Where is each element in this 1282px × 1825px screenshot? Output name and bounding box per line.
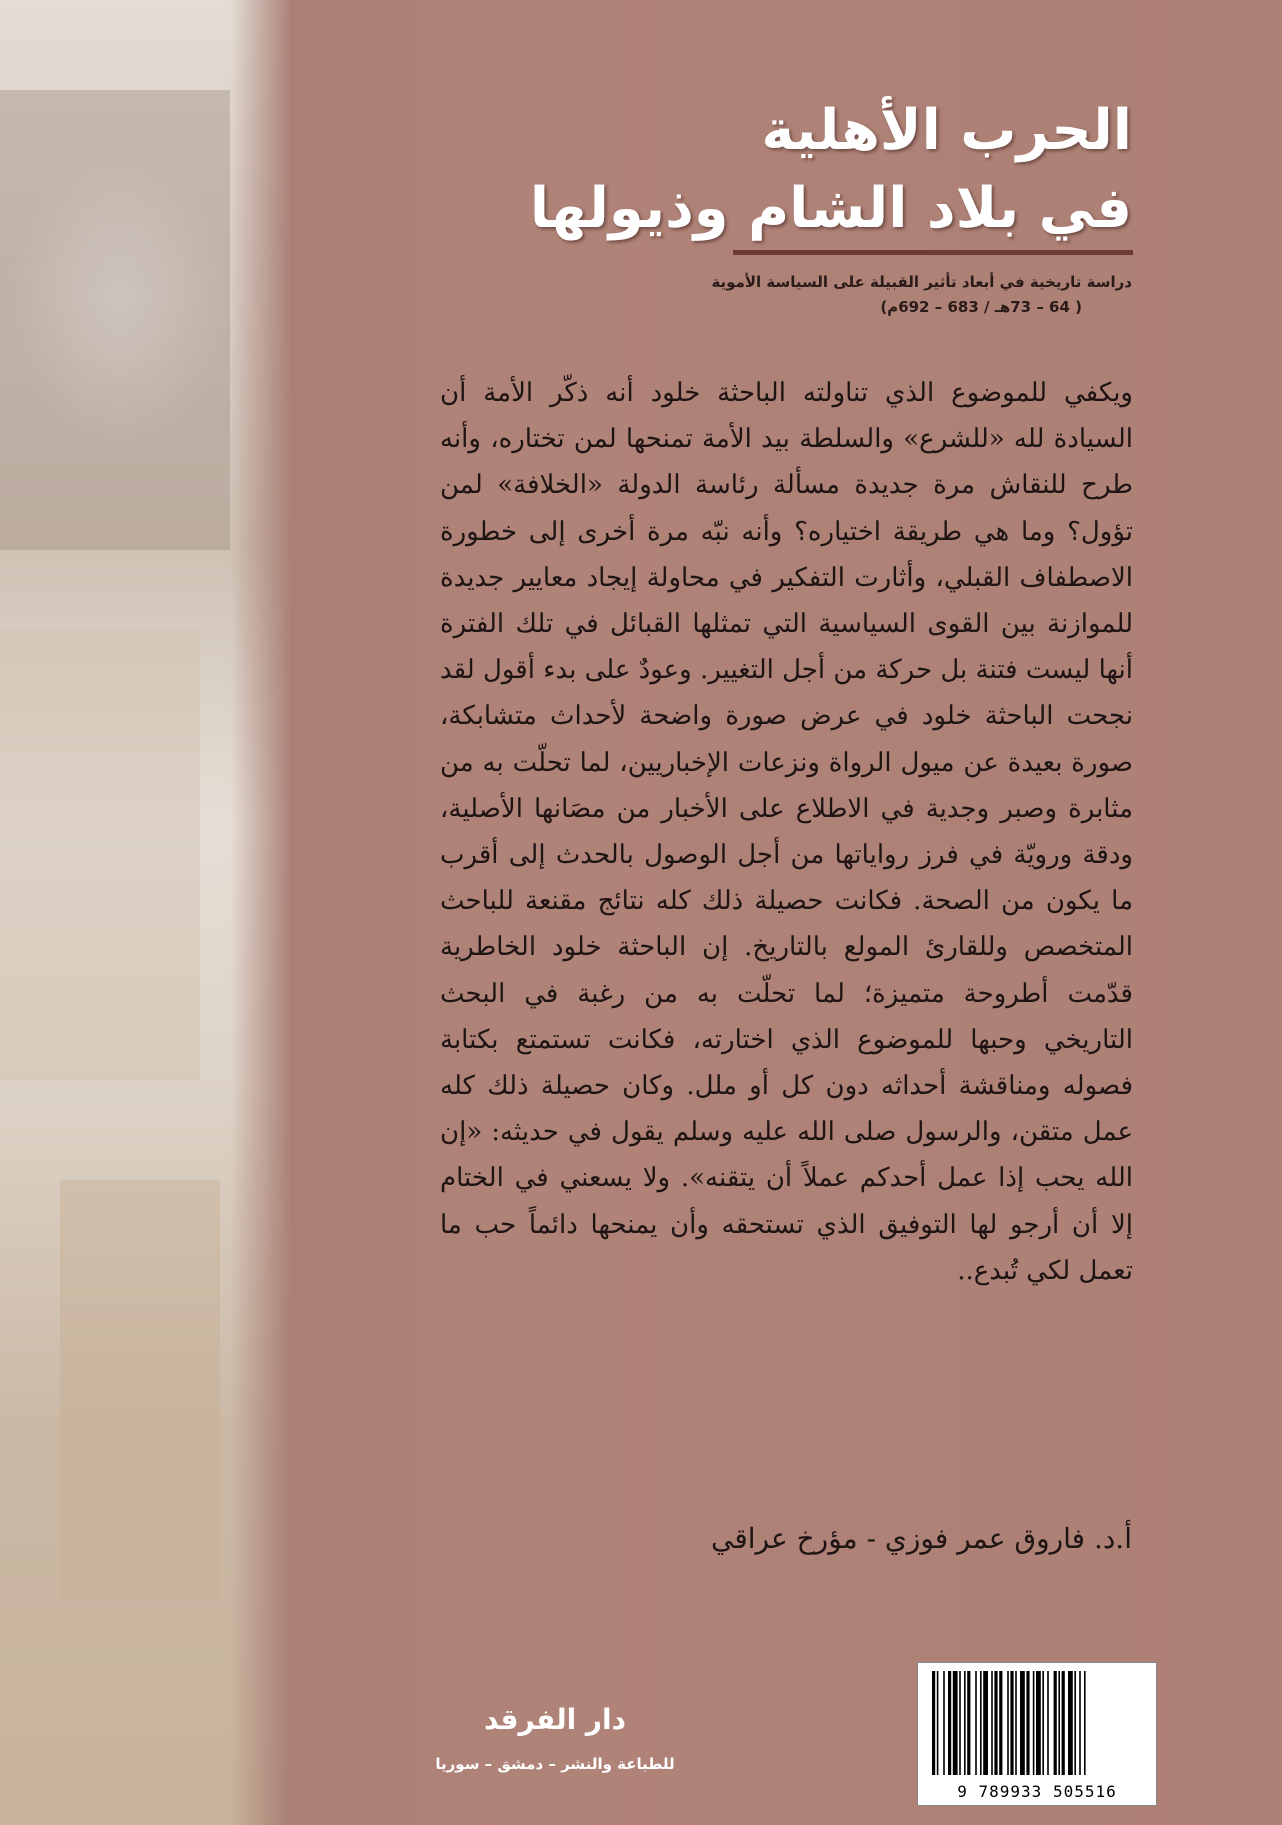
barcode-bar bbox=[964, 1671, 966, 1775]
barcode-bar bbox=[943, 1671, 945, 1775]
cover-photo-strip bbox=[0, 0, 290, 1825]
barcode-bar bbox=[959, 1671, 961, 1775]
publisher-name: دار الفرقد bbox=[483, 1703, 627, 1736]
barcode-bar bbox=[983, 1671, 988, 1775]
isbn-barcode bbox=[917, 1662, 1157, 1806]
barcode-bar bbox=[1047, 1671, 1049, 1775]
barcode-bar bbox=[1033, 1671, 1035, 1775]
photo-block bbox=[0, 90, 230, 550]
barcode-bar bbox=[1042, 1671, 1044, 1775]
book-title bbox=[432, 92, 1132, 248]
barcode-bars bbox=[918, 1663, 1156, 1781]
barcode-bar bbox=[1036, 1671, 1041, 1775]
subtitle-text: دراسة تاريخية في أبعاد تأثير القبيلة على السياسة الأموية bbox=[711, 273, 1132, 291]
publisher-block bbox=[390, 1700, 720, 1776]
photo-block bbox=[0, 630, 200, 1080]
barcode-bar bbox=[948, 1671, 951, 1775]
barcode-bar bbox=[975, 1671, 977, 1775]
title-line-1: الحرب الأهلية bbox=[761, 98, 1132, 163]
photo-block bbox=[60, 1180, 220, 1600]
title-divider bbox=[733, 250, 1133, 255]
barcode-bar bbox=[980, 1671, 982, 1775]
barcode-bar bbox=[1062, 1671, 1065, 1775]
barcode-bar bbox=[1015, 1671, 1017, 1775]
barcode-bar bbox=[991, 1671, 993, 1775]
barcode-bar bbox=[1007, 1671, 1009, 1775]
barcode-bar bbox=[932, 1671, 935, 1775]
publisher-tagline: للطباعة والنشر – دمشق – سوريا bbox=[435, 1755, 675, 1773]
blurb-text: ويكفي للموضوع الذي تناولته الباحثة خلود أنه ذكّر الأمة أن السيادة لله «للشرع» والسلطة بيد الأمة تمنحها لمن تختاره، وأنه طرح للنقاش مرة جديدة مسألة رئاسة الدولة «الخلافة» لمن تؤول؟ وما هي طريقة اختياره؟ وأنه نبّه مرة أخرى إلى خطورة الاصطفاف القبلي، وأثارت التفكير في محاولة إيجاد معايير جديدة للموازنة بين القوى السياسية التي تمثلها القبائل في تلك الفترة أنها ليست فتنة بل حركة من أجل التغيير. وعودٌ على بدء أقول لقد نجحت الباحثة خلود في عرض صورة واضحة لأحداث متشابكة، صورة بعيدة عن ميول الرواة ونزعات الإخباريين، لما تحلّت به من مثابرة وصبر وجدية في الاطلاع على الأخبار من مصَانها الأصلية، ودقة ورويّة في فرز رواياتها من أجل الوصول بالحدث إلى أقرب ما يكون من الصحة. فكانت حصيلة ذلك كله نتائج مقنعة للباحث المتخصص وللقارئ المولع بالتاريخ. إن الباحثة خلود الخاطرية قدّمت أطروحة متميزة؛ لما تحلّت به من رغبة في البحث التاريخي وحبها للموضوع الذي اختارته، فكانت تستمتع بكتابة فصوله ومناقشة أحداثه دون كل أو ملل. وكان حصيلة ذلك كله عمل متقن، والرسول صلى الله عليه وسلم يقول في حديثه: «إن الله يحب إذا عمل أحدكم عملاً أن يتقنه». ولا يسعني في الختام إلا أن أرجو لها التوفيق الذي تستحقه وأن يمنحها دائماً حب ما تعمل لكي تُبدع.. bbox=[440, 378, 1133, 1286]
subtitle-dates: ( 64 – 73هـ / 683 – 692م) bbox=[880, 298, 1082, 316]
barcode-bar bbox=[1084, 1671, 1086, 1775]
barcode-bar bbox=[1068, 1671, 1073, 1775]
barcode-bar bbox=[937, 1671, 939, 1775]
barcode-bar bbox=[1079, 1671, 1081, 1775]
barcode-bar bbox=[1058, 1671, 1060, 1775]
barcode-bar bbox=[1026, 1671, 1029, 1775]
barcode-bar bbox=[994, 1671, 997, 1775]
barcode-bar bbox=[1074, 1671, 1076, 1775]
barcode-bar bbox=[1020, 1671, 1025, 1775]
barcode-bar bbox=[953, 1671, 958, 1775]
barcode-bar bbox=[967, 1671, 970, 1775]
title-line-2: في بلاد الشام وذيولها bbox=[529, 176, 1132, 241]
barcode-bar bbox=[1010, 1671, 1013, 1775]
barcode-bar bbox=[1054, 1671, 1057, 1775]
photo-fade bbox=[230, 0, 290, 1825]
isbn-digits: 9 789933 505516 bbox=[957, 1782, 1117, 1801]
book-subtitle bbox=[432, 270, 1132, 320]
author-signature: أ.د. فاروق عمر فوزي - مؤرخ عراقي bbox=[711, 1522, 1132, 1555]
barcode-bar bbox=[999, 1671, 1002, 1775]
